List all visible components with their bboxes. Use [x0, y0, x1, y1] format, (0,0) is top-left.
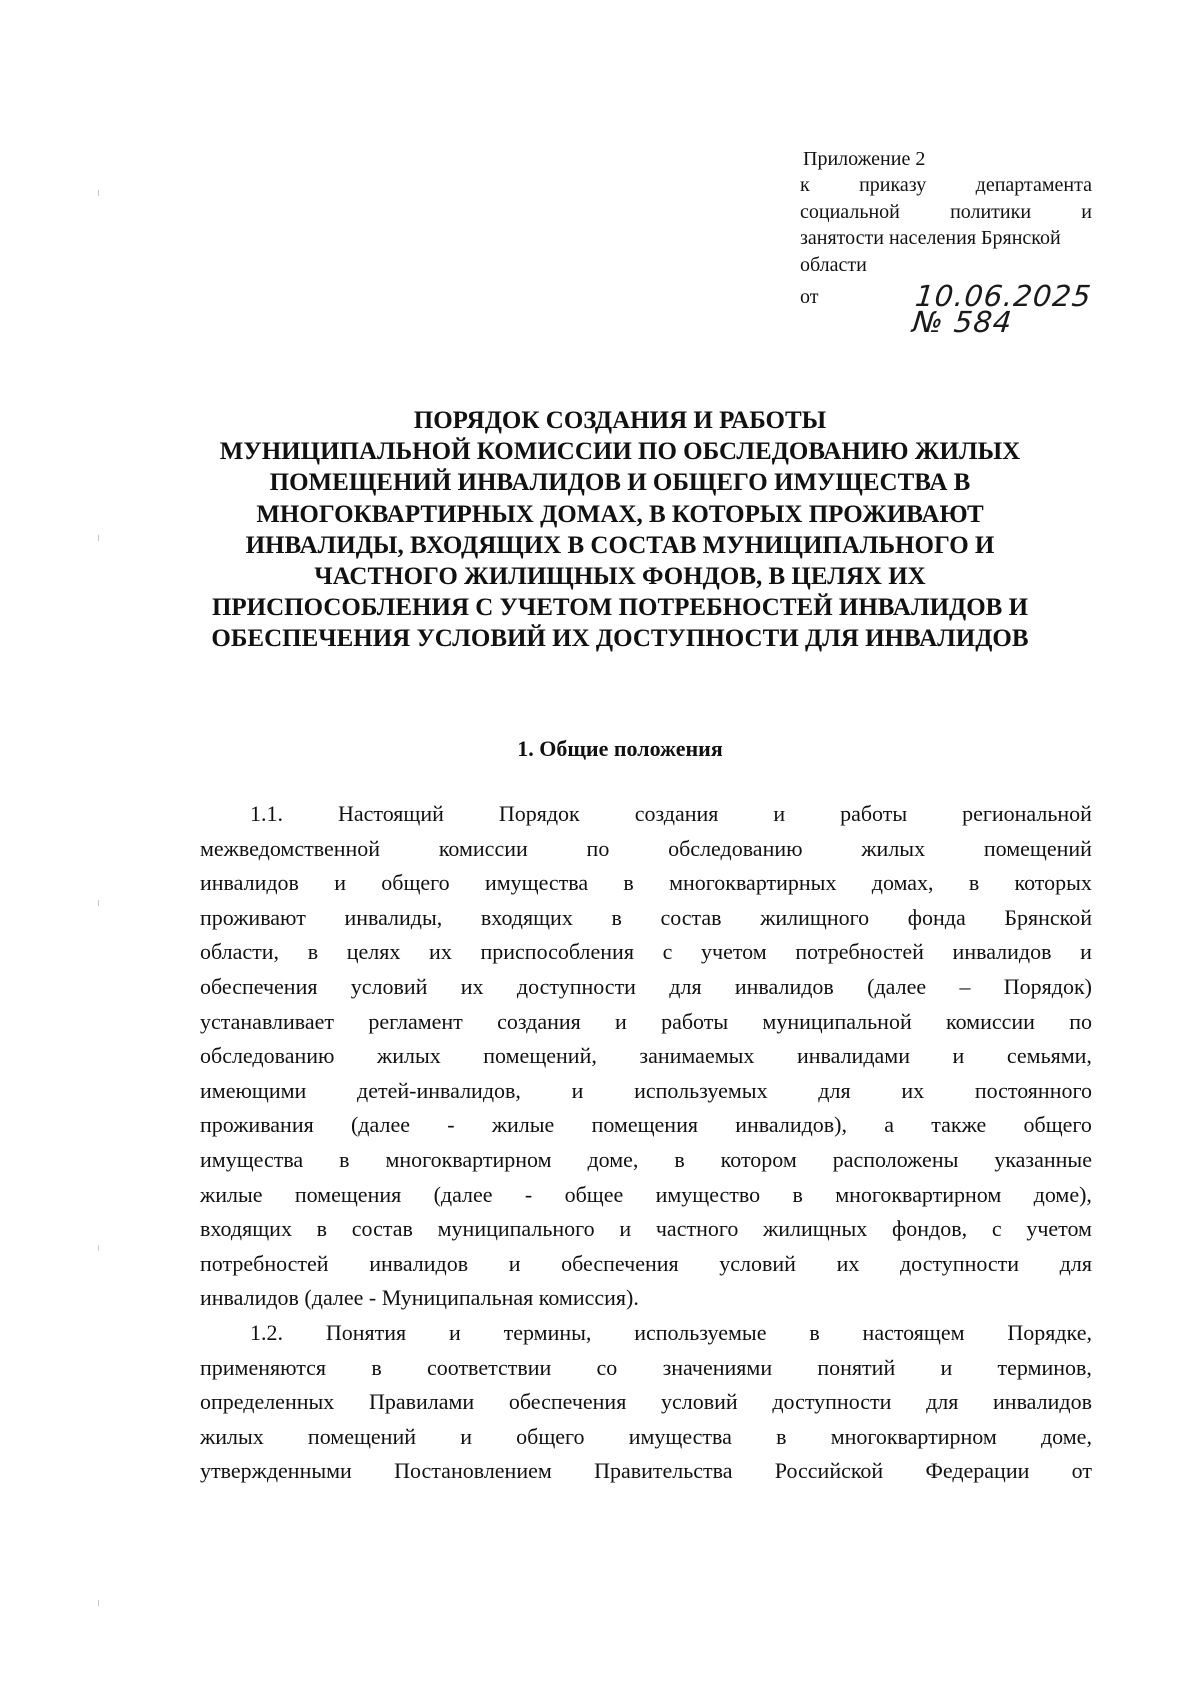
- word: помещения: [591, 1112, 698, 1138]
- body-line-words: [200, 1143, 1092, 1178]
- word: обследованию: [200, 1043, 335, 1069]
- word: Правительства: [594, 1458, 733, 1484]
- word: Постановлением: [394, 1458, 552, 1484]
- body-text: [200, 797, 1092, 1489]
- scan-mark: [98, 1600, 99, 1606]
- appendix-block: [800, 146, 1094, 340]
- word: муниципального: [437, 1216, 595, 1242]
- word: их: [901, 1077, 925, 1103]
- word: обеспечения: [200, 973, 318, 999]
- word: с: [662, 939, 673, 965]
- word: их: [429, 939, 452, 965]
- word: в: [809, 1319, 820, 1345]
- appendix-date-prefix: от: [800, 286, 819, 309]
- word: работы: [840, 801, 908, 826]
- word: в: [792, 1181, 803, 1207]
- word: обеспечения: [508, 1389, 627, 1415]
- word: жилищных: [763, 1216, 868, 1242]
- word: по: [586, 835, 610, 861]
- word: состав: [660, 904, 722, 930]
- word: со: [596, 1354, 618, 1380]
- word: условий: [660, 1389, 738, 1415]
- scan-mark: [98, 900, 99, 906]
- word: многоквартирном: [835, 1181, 1002, 1207]
- body-line: [200, 797, 1092, 832]
- word: доступности: [899, 1250, 1020, 1276]
- word: фондов,: [892, 1216, 968, 1242]
- word: имущества: [628, 1423, 732, 1449]
- word: общего: [1023, 1112, 1092, 1138]
- word: также: [931, 1112, 987, 1138]
- word: фонда: [907, 904, 966, 930]
- document-title: [150, 405, 1090, 655]
- body-line-words: [200, 1420, 1092, 1455]
- word: в: [371, 1354, 382, 1380]
- word: в: [674, 1146, 685, 1172]
- appendix-line-5: области: [800, 253, 867, 276]
- word: учетом: [701, 939, 767, 965]
- title-line: ЧАСТНОГО ЖИЛИЩНЫХ ФОНДОВ, В ЦЕЛЯХ ИХ: [314, 563, 926, 591]
- word: (далее: [433, 1181, 493, 1207]
- word: имущество: [655, 1181, 761, 1207]
- word: целях: [346, 939, 401, 965]
- word: потребностей: [795, 939, 924, 965]
- word: обеспечения: [561, 1250, 679, 1276]
- word: для: [669, 973, 702, 999]
- word: их: [836, 1250, 860, 1276]
- word: частного: [655, 1216, 739, 1242]
- word: в: [611, 904, 622, 930]
- appendix-line-4: занятости населения Брянской: [800, 227, 1061, 250]
- word: от: [1071, 1458, 1092, 1484]
- word: учетом: [1026, 1216, 1092, 1242]
- word: детей-инвалидов,: [357, 1077, 521, 1103]
- word: потребностей: [200, 1250, 329, 1276]
- word: помещения: [294, 1181, 402, 1207]
- word: инвалидами: [796, 1043, 910, 1069]
- word: Настоящий: [337, 801, 444, 826]
- word: и: [448, 1319, 461, 1345]
- body-line: [200, 1351, 1092, 1386]
- body-line: [200, 1039, 1092, 1074]
- word: соответствии: [426, 1354, 552, 1380]
- body-line-words: [200, 866, 1092, 901]
- word: жилых: [861, 835, 926, 861]
- body-line-words: [200, 1108, 1092, 1143]
- title-line: МУНИЦИПАЛЬНОЙ КОМИССИИ ПО ОБСЛЕДОВАНИЮ ЖИЛЫХ: [219, 438, 1021, 466]
- scan-mark: [98, 1245, 99, 1251]
- title-line: ПОМЕЩЕНИЙ ИНВАЛИДОВ И ОБЩЕГО ИМУЩЕСТВА В: [269, 469, 971, 497]
- word: условий: [719, 1250, 796, 1276]
- body-line: [200, 1143, 1092, 1178]
- word: и: [1080, 939, 1092, 965]
- word: и: [615, 1008, 627, 1034]
- appendix-word: социальной: [800, 200, 900, 223]
- body-line-words: [200, 1178, 1092, 1213]
- title-line: МНОГОКВАРТИРНЫХ ДОМАХ, В КОТОРЫХ ПРОЖИВАЮТ: [256, 500, 984, 528]
- word: помещений: [983, 835, 1092, 861]
- word: состав: [351, 1216, 413, 1242]
- body-line-words: [200, 1454, 1092, 1489]
- word: домах,: [871, 870, 934, 896]
- word: и: [571, 1077, 584, 1103]
- word: (далее: [867, 973, 927, 999]
- word: межведомственной: [200, 835, 381, 861]
- word: определенных: [200, 1389, 335, 1415]
- word: комиссии: [946, 1008, 1035, 1034]
- word: области,: [200, 939, 280, 965]
- word: многоквартирном: [385, 1146, 552, 1172]
- word: с: [991, 1216, 1002, 1242]
- body-line-words: [250, 1316, 1092, 1351]
- word: многоквартирных: [669, 870, 837, 896]
- word: создания: [634, 801, 719, 826]
- word: Порядке,: [1007, 1319, 1092, 1345]
- word: -: [447, 1112, 455, 1138]
- scan-mark: [98, 190, 99, 196]
- word: комиссии: [438, 835, 528, 861]
- body-line: [200, 1420, 1092, 1455]
- body-line-words: [200, 935, 1092, 970]
- word: а: [884, 1112, 895, 1138]
- word: и: [940, 1354, 953, 1380]
- body-line: [200, 901, 1092, 936]
- body-line-words: [200, 1005, 1092, 1040]
- word: условий: [350, 973, 428, 999]
- body-line-words: [250, 797, 1092, 832]
- word: общего: [381, 870, 450, 896]
- appendix-date-line: [800, 279, 1094, 340]
- body-line-words: [200, 1351, 1092, 1386]
- word: в: [339, 1146, 350, 1172]
- body-line: [200, 1316, 1092, 1351]
- word: доме),: [1033, 1181, 1092, 1207]
- body-line-words: [200, 1247, 1092, 1282]
- word: и: [508, 1250, 521, 1276]
- word: жилые: [491, 1112, 555, 1138]
- body-line: [200, 970, 1092, 1005]
- appendix-line-2: [800, 172, 1092, 198]
- body-line: [200, 1074, 1092, 1109]
- word: в: [316, 1216, 328, 1242]
- word: жилых: [200, 1423, 264, 1449]
- body-line-words: [200, 832, 1092, 867]
- body-line-words: [200, 1074, 1092, 1109]
- appendix-word: политики: [950, 200, 1032, 223]
- word: Порядок: [498, 801, 580, 826]
- word: помещений: [307, 1423, 416, 1449]
- appendix-word: к: [800, 174, 810, 197]
- word: проживания: [200, 1112, 314, 1138]
- word: инвалидов),: [735, 1112, 847, 1138]
- word: инвалиды,: [344, 904, 443, 930]
- scan-mark: [98, 535, 99, 541]
- word: для: [926, 1389, 959, 1415]
- appendix-word: и: [1081, 200, 1092, 223]
- word: устанавливает: [200, 1008, 335, 1034]
- body-line: [200, 1108, 1092, 1143]
- word: в: [776, 1423, 787, 1449]
- word: Правилами: [368, 1389, 475, 1415]
- word: постоянного: [974, 1077, 1092, 1103]
- word: Порядок): [1003, 973, 1092, 999]
- word: их: [460, 973, 484, 999]
- body-line: [200, 1247, 1092, 1282]
- word: инвалидов: [952, 939, 1052, 965]
- body-line: [200, 1212, 1092, 1247]
- word: многоквартирном: [830, 1423, 997, 1449]
- word: доступности: [772, 1389, 892, 1415]
- title-line: ПРИСПОСОБЛЕНИЯ С УЧЕТОМ ПОТРЕБНОСТЕЙ ИНВАЛИДОВ И: [211, 594, 1029, 622]
- word: работы: [661, 1008, 729, 1034]
- word: помещений,: [483, 1043, 597, 1069]
- body-line: [200, 1454, 1092, 1489]
- word: -: [524, 1181, 533, 1207]
- section-heading: 1. Общие положения: [517, 736, 723, 761]
- word: применяются: [200, 1354, 327, 1380]
- word: общее: [564, 1181, 624, 1207]
- word: обследованию: [668, 835, 803, 861]
- word: инвалидов: [734, 973, 834, 999]
- word: настоящем: [862, 1319, 965, 1345]
- body-line-words: [200, 1039, 1092, 1074]
- body-line: [200, 1005, 1092, 1040]
- title-line: ОБЕСПЕЧЕНИЯ УСЛОВИЙ ИХ ДОСТУПНОСТИ ДЛЯ ИНВАЛИДОВ: [211, 625, 1029, 653]
- body-line: [200, 832, 1092, 867]
- word: терминов,: [997, 1354, 1092, 1380]
- word: в: [623, 870, 634, 896]
- word: инвалидов: [993, 1389, 1092, 1415]
- body-line: [200, 1385, 1092, 1420]
- word: имущества: [200, 1146, 304, 1172]
- word: жилых: [377, 1043, 441, 1069]
- word: доме,: [587, 1146, 639, 1172]
- word: для: [818, 1077, 851, 1103]
- body-line: [200, 1178, 1092, 1213]
- appendix-line-3: [800, 199, 1092, 225]
- word: общего: [516, 1423, 585, 1449]
- word: жилищного: [760, 904, 870, 930]
- word: используемых: [634, 1077, 768, 1103]
- title-line: ПОРЯДОК СОЗДАНИЯ И РАБОТЫ: [413, 407, 827, 434]
- word: для: [1059, 1250, 1092, 1276]
- appendix-title: Приложение 2: [803, 148, 926, 170]
- word: создания: [497, 1008, 581, 1034]
- word: инвалидов: [369, 1250, 469, 1276]
- title-line: ИНВАЛИДЫ, ВХОДЯЩИХ В СОСТАВ МУНИЦИПАЛЬНОГО И: [245, 531, 995, 559]
- word: указанные: [994, 1146, 1092, 1172]
- word: и: [952, 1043, 965, 1069]
- word: Федерации: [925, 1458, 1030, 1484]
- word: региональной: [962, 801, 1092, 826]
- word: занимаемых: [639, 1043, 755, 1069]
- body-line-words: [200, 1385, 1092, 1420]
- word: Российской: [774, 1458, 884, 1484]
- body-line-words: [200, 970, 1092, 1005]
- word: в: [307, 939, 319, 965]
- word: которых: [1014, 870, 1092, 896]
- word: имущества: [484, 870, 589, 896]
- word: семьями,: [1006, 1043, 1092, 1069]
- word: (далее: [350, 1112, 410, 1138]
- word: входящих: [200, 1216, 292, 1242]
- word: и: [334, 870, 346, 896]
- body-line: инвалидов (далее - Муниципальная комиссия).: [200, 1285, 639, 1311]
- word: котором: [720, 1146, 797, 1172]
- word: регламент: [368, 1008, 463, 1034]
- body-line: [200, 866, 1092, 901]
- body-line-words: [200, 901, 1092, 936]
- word: доме,: [1040, 1423, 1092, 1449]
- word: –: [959, 973, 971, 999]
- word: значениями: [662, 1354, 773, 1380]
- word: и: [773, 801, 786, 826]
- word: 1.2.: [250, 1319, 283, 1345]
- word: жилые: [200, 1181, 263, 1207]
- word: понятий: [817, 1354, 896, 1380]
- word: 1.1.: [250, 801, 283, 826]
- word: используемые: [634, 1319, 767, 1345]
- handwritten-date-number: 10.06.2025 № 584: [911, 279, 1094, 340]
- word: входящих: [480, 904, 573, 930]
- word: имеющими: [200, 1077, 307, 1103]
- word: Брянской: [1004, 904, 1092, 930]
- word: инвалидов: [200, 870, 299, 896]
- word: утвержденными: [200, 1458, 352, 1484]
- word: и: [619, 1216, 632, 1242]
- word: термины,: [503, 1319, 592, 1345]
- body-line: [200, 935, 1092, 970]
- word: муниципальной: [762, 1008, 912, 1034]
- word: доступности: [516, 973, 636, 999]
- word: и: [460, 1423, 472, 1449]
- word: Понятия: [325, 1319, 407, 1345]
- word: расположены: [832, 1146, 959, 1172]
- body-line-words: [200, 1212, 1092, 1247]
- word: в: [968, 870, 980, 896]
- word: приспособления: [480, 939, 634, 965]
- appendix-word: приказу: [859, 174, 927, 197]
- word: проживают: [200, 904, 306, 930]
- appendix-word: департамента: [975, 174, 1092, 197]
- word: по: [1069, 1008, 1092, 1034]
